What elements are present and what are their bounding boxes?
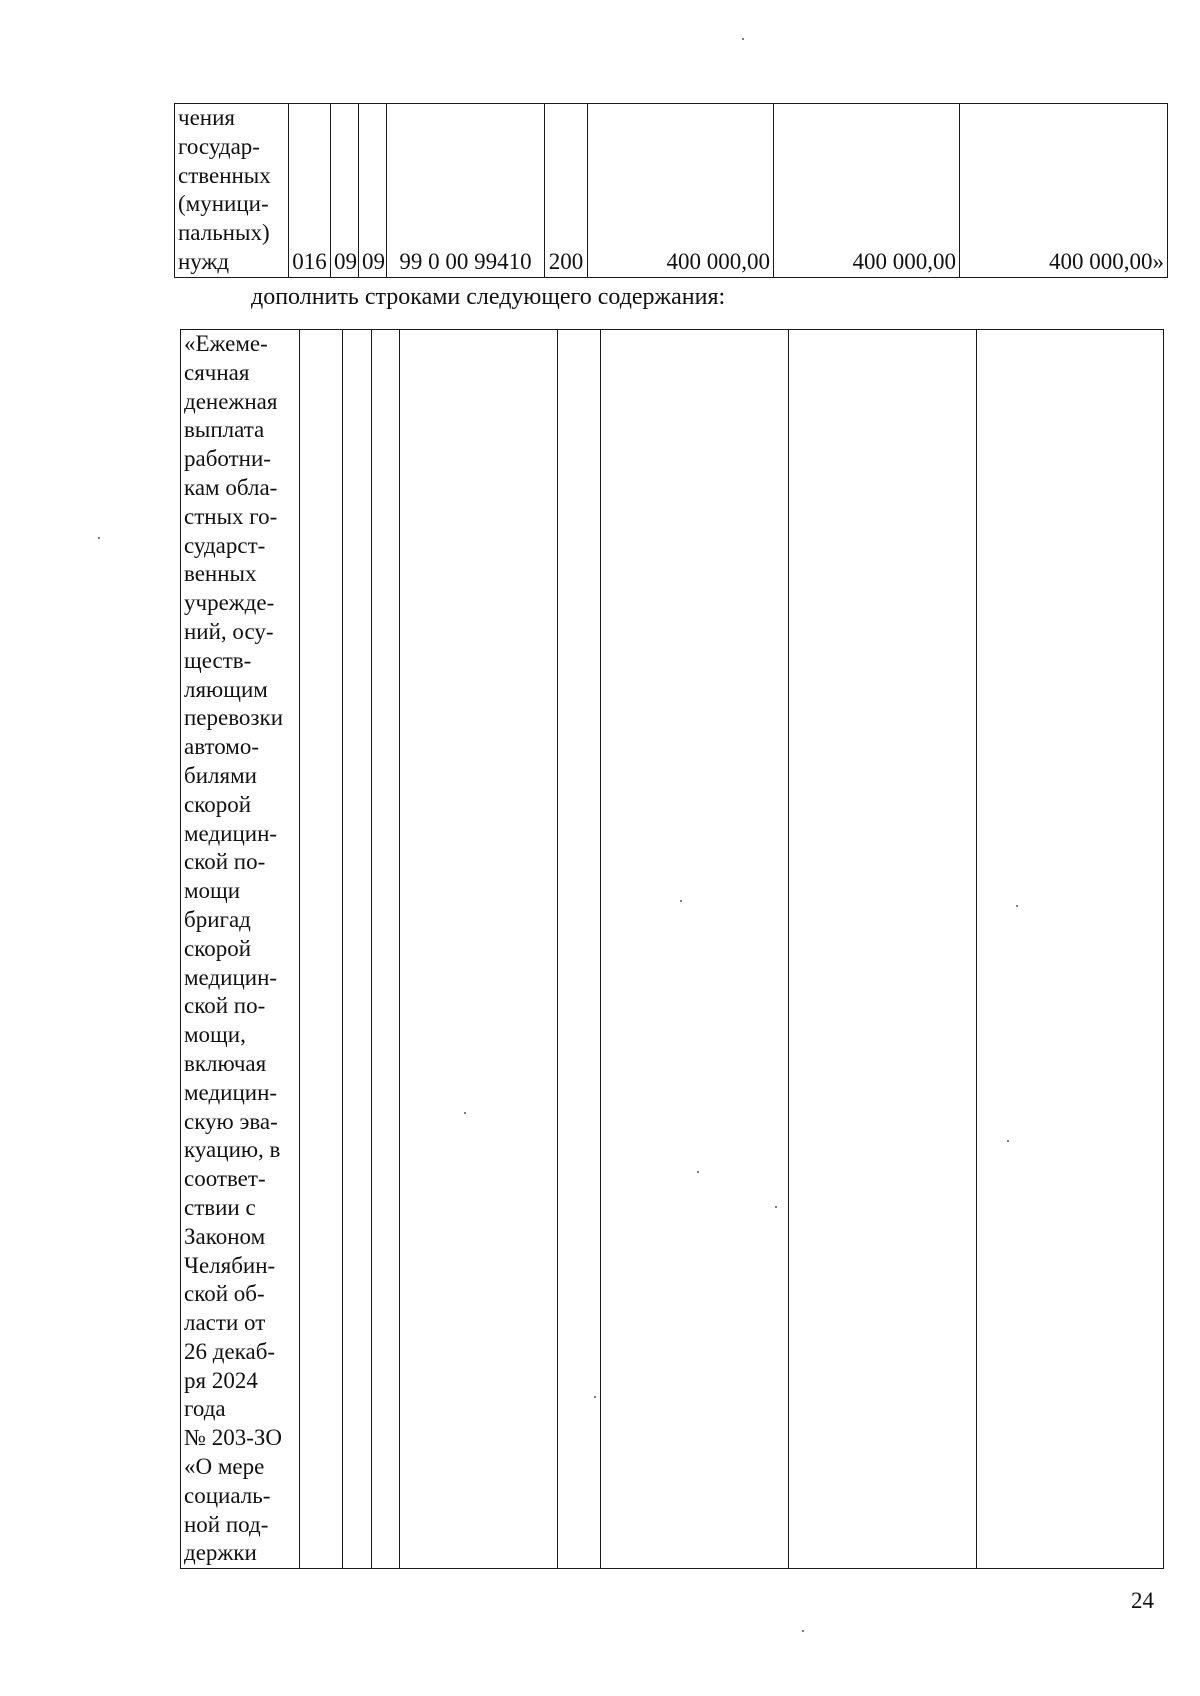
amendment-instruction: дополнить строками следующего содержания: <box>251 284 726 310</box>
scan-speck <box>1007 1140 1009 1142</box>
scan-speck <box>742 38 744 40</box>
amount-cell-year-2 <box>789 330 977 1569</box>
subsection-code-cell <box>372 330 400 1569</box>
scan-speck <box>594 1396 596 1398</box>
row-name-cell: «Ежеме- сячная денежная выплата работни- кам обла- стных го- сударст- венных учрежде- ний, осу- ществ- ляющим перевозки автомо- билями скорой медицин- ской по- мощи бригад скорой медицин- ской по- мощи, включая медицин- скую эва- куацию, в соответ- ствии с Законом Челябин- ской об- ласти от 26 декаб- ря 2024 года № 203-ЗО «О мере социаль- ной под- держки <box>181 330 300 1569</box>
amount-cell-year-3: 400 000,00» <box>960 104 1168 278</box>
amount-cell-year-1 <box>601 330 789 1569</box>
amount-cell-year-2: 400 000,00 <box>774 104 960 278</box>
budget-table-new-rows <box>180 329 1164 1569</box>
section-code-cell: 09 <box>331 104 359 278</box>
scan-speck <box>464 1112 466 1114</box>
scan-speck <box>680 900 682 902</box>
amount-cell-year-1: 400 000,00 <box>588 104 774 278</box>
amount-cell-year-3 <box>977 330 1164 1569</box>
scan-speck <box>98 537 100 539</box>
scan-speck <box>697 1171 699 1173</box>
target-article-cell <box>400 330 558 1569</box>
page-number: 24 <box>1131 1588 1154 1613</box>
section-code-cell <box>343 330 372 1569</box>
table-row <box>175 104 1168 278</box>
scan-speck <box>1016 905 1018 907</box>
target-article-cell: 99 0 00 99410 <box>387 104 545 278</box>
scan-speck <box>775 1206 777 1208</box>
row-name-cell: чения государ- ственных (муници- пальных) нужд <box>175 104 289 278</box>
scan-speck <box>802 1630 804 1632</box>
ministry-code-cell: 016 <box>289 104 331 278</box>
table-row <box>181 330 1164 1569</box>
budget-table-continued <box>174 103 1168 278</box>
expense-type-cell: 200 <box>545 104 588 278</box>
ministry-code-cell <box>300 330 343 1569</box>
subsection-code-cell: 09 <box>359 104 387 278</box>
expense-type-cell <box>558 330 601 1569</box>
